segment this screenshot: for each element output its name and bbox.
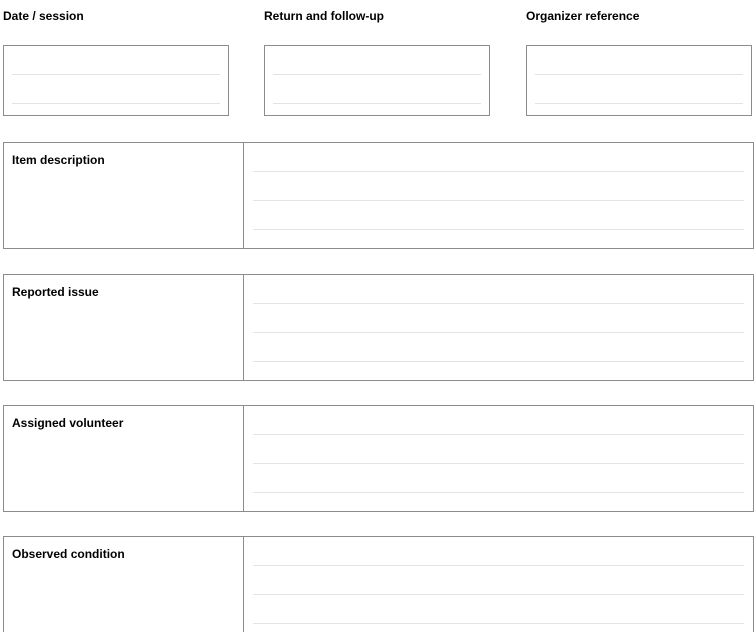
writing-line — [12, 103, 220, 104]
item-description-label-cell — [4, 143, 244, 248]
writing-line — [253, 463, 744, 464]
date-session-label: Date / session — [3, 9, 84, 23]
writing-line — [253, 171, 744, 172]
item-description-label: Item description — [12, 153, 105, 167]
assigned-volunteer-section — [3, 405, 754, 512]
reported-issue-label: Reported issue — [12, 285, 99, 299]
reported-issue-label-cell — [4, 275, 244, 380]
writing-line — [253, 565, 744, 566]
date-session-field[interactable] — [3, 45, 229, 116]
writing-line — [253, 200, 744, 201]
reported-issue-section — [3, 274, 754, 381]
observed-condition-field[interactable] — [244, 537, 753, 632]
assigned-volunteer-field[interactable] — [244, 406, 753, 511]
writing-line — [253, 594, 744, 595]
writing-line — [253, 623, 744, 624]
writing-line — [253, 361, 744, 362]
item-description-section — [3, 142, 754, 249]
writing-line — [253, 434, 744, 435]
writing-line — [12, 74, 220, 75]
writing-line — [253, 332, 744, 333]
assigned-volunteer-label-cell — [4, 406, 244, 511]
return-followup-label: Return and follow-up — [264, 9, 384, 23]
writing-line — [253, 229, 744, 230]
organizer-reference-label: Organizer reference — [526, 9, 640, 23]
observed-condition-section — [3, 536, 754, 632]
observed-condition-label-cell — [4, 537, 244, 632]
writing-line — [535, 103, 743, 104]
reported-issue-field[interactable] — [244, 275, 753, 380]
observed-condition-label: Observed condition — [12, 547, 125, 561]
writing-line — [273, 103, 481, 104]
item-description-field[interactable] — [244, 143, 753, 248]
return-followup-field[interactable] — [264, 45, 490, 116]
writing-line — [253, 492, 744, 493]
assigned-volunteer-label: Assigned volunteer — [12, 416, 124, 430]
organizer-reference-field[interactable] — [526, 45, 752, 116]
writing-line — [273, 74, 481, 75]
writing-line — [253, 303, 744, 304]
writing-line — [535, 74, 743, 75]
